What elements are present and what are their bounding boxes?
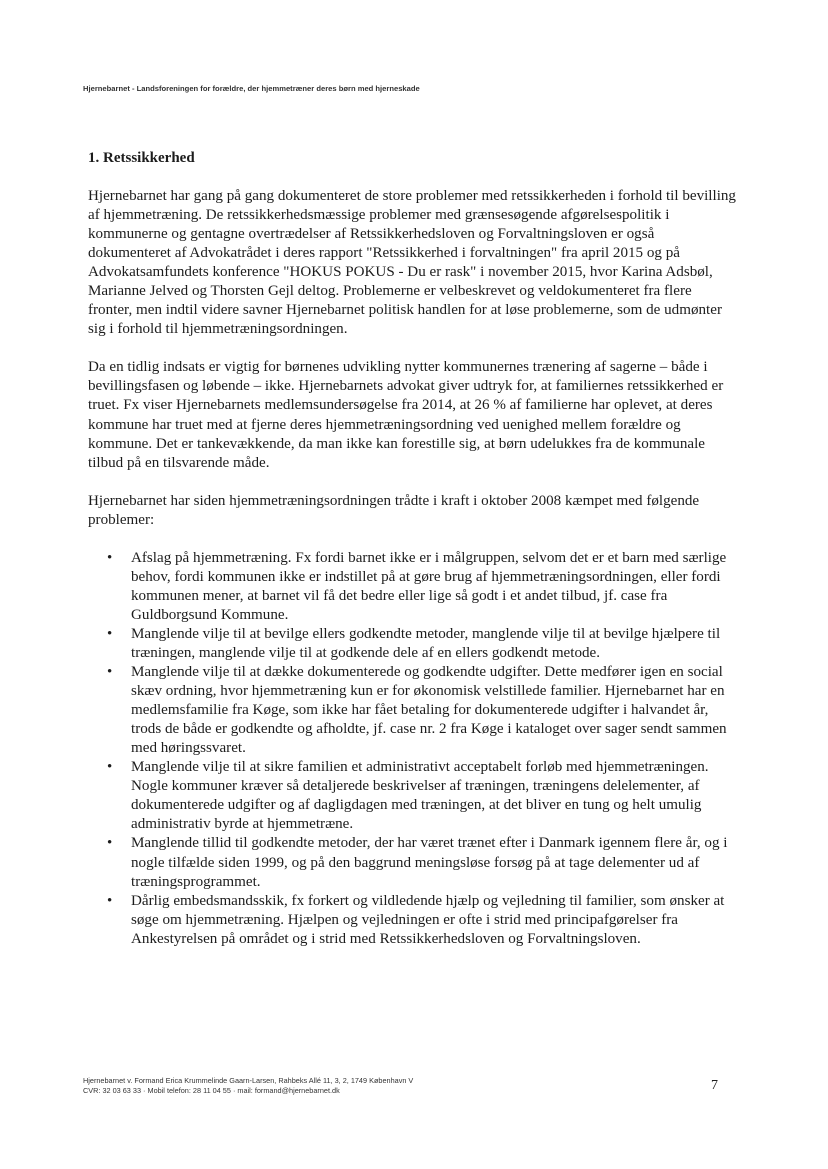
problems-list [88,549,736,949]
page-footer [83,1076,413,1096]
body-text [88,187,736,949]
footer-contact: CVR: 32 03 63 33 · Mobil telefon: 28 11 04 55 · mail: formand@hjernebarnet.dk [83,1086,340,1095]
list-item: • Manglende vilje til at dække dokumenterede og godkendte udgifter. Dette medfører igen en social skæv ordning, hvor hjemmetræning kun er for økonomisk velstillede familier. Hjernebarnet har en medlemsfamilie fra Køge, som ikke har fået betaling for dokumenterede udgifter i halvandet år, trods de både er godkendte og afholdte, jf. case nr. 2 fra Køge i kataloget over sager sendt sammen med høringssvaret. [131,663,736,758]
footer-address: Hjernebarnet v. Formand Erica Krummelinde Gaarn-Larsen, Rahbeks Allé 11, 3, 2, 1749 København V [83,1076,414,1085]
paragraph-early-intervention: Da en tidlig indsats er vigtig for børnenes udvikling nytter kommunernes trænering af sagerne – både i bevillingsfasen og løbende – ikke. Hjernebarnets advokat giver udtryk for, at familiernes retssikkerhed er truet. Fx viser Hjernebarnets medlemsundersøgelse fra 2014, at 26 % af familierne har oplevet, at deres kommune har truet med at fjerne deres hjemmetræningsordning ved uenighed mellem forældre og kommune. Det er tankevækkende, da man ikke kan forestille sig, at børn udelukkes fra de kommunale tilbud på en tilsvarende måde. [88,359,724,471]
list-item: • Afslag på hjemmetræning. Fx fordi barnet ikke er i målgruppen, selvom det er et barn med særlige behov, fordi kommunen ikke er indstillet på at gøre brug af hjemmetræningsordningen, eller fordi kommunen mener, at barnet vil få det bedre eller lige så godt i et andet tilbud, jf. case fra Guldborgsund Kommune. [131,549,736,625]
list-item: • Manglende vilje til at sikre familien et administrativt acceptabelt forløb med hjemmetræningen. Nogle kommuner kræver så detaljerede beskrivelser af træningen, træningens delelementer, af dokumenterede udgifter og af dagligdagen med træningen, at det bliver en tung og helt umulig administrativ byrde at hjemmetræne. [131,758,736,834]
page-number: 7 [711,1078,718,1093]
list-item: • Manglende tillid til godkendte metoder, der har været trænet efter i Danmark igennem flere år, og i nogle tilfælde siden 1999, og på den baggrund meningsløse forsøg på at tage delementer ud af træningsprogrammet. [131,834,736,891]
running-header: Hjernebarnet - Landsforeningen for forældre, der hjemmetræner deres børn med hjerneskade [83,84,420,93]
paragraph-problems-intro: Hjernebarnet har siden hjemmetræningsordningen trådte i kraft i oktober 2008 kæmpet med følgende problemer: [88,492,700,528]
list-item: • Manglende vilje til at bevilge ellers godkendte metoder, manglende vilje til at bevilge hjælpere til træningen, manglende vilje til at godkende dele af en ellers godkendt metode. [131,625,736,663]
section-title: 1. Retssikkerhed [88,150,195,166]
list-item: • Dårlig embedsmandsskik, fx forkert og vildledende hjælp og vejledning til familier, som ønsker at søge om hjemmetræning. Hjælpen og vejledningen er ofte i strid med principafgørelser fra Ankestyrelsen på området og i strid med Retssikkerhedsloven og Forvaltningsloven. [131,892,736,949]
paragraph-legal-certainty: Hjernebarnet har gang på gang dokumenteret de store problemer med retssikkerheden i forhold til bevilling af hjemmetræning. De retssikkerhedsmæssige problemer med grænsesøgende afgørelsespolitik i kommunerne og gentagne overtrædelser af Retssikkerhedsloven og Forvaltningsloven er også dokumenteret af Advokatrådet i deres rapport "Retssikkerhed i forvaltningen" fra april 2015 og på Advokatsamfundets konference "HOKUS POKUS - Du er rask" i november 2015, hvor Karina Adsbøl, Marianne Jelved og Thorsten Gejl deltog. Problemerne er velbeskrevet og veldokumenteret fra flere fronter, men indtil videre savner Hjernebarnet politisk handlen for at løse problemerne, som de udmønter sig i forhold til hjemmetræningsordningen. [88,188,736,338]
